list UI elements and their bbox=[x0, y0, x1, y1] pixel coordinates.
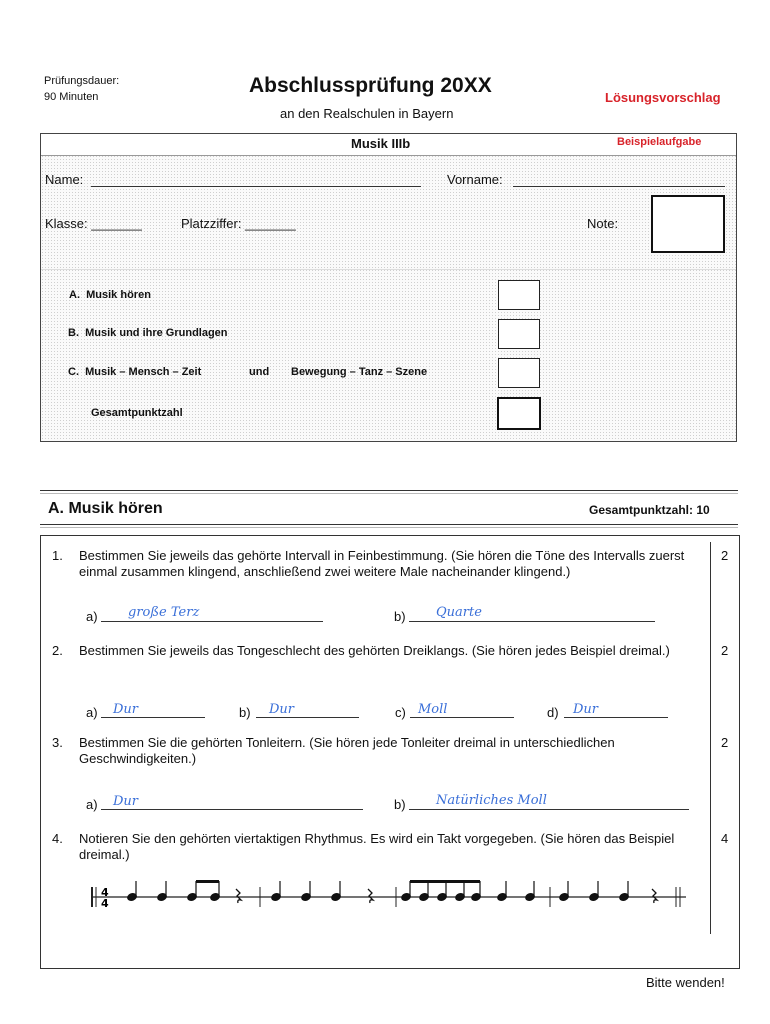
page-title: Abschlussprüfung 20XX bbox=[249, 74, 492, 97]
section-a-title: A. Musik hören bbox=[48, 500, 163, 517]
q2-a-line bbox=[101, 717, 205, 718]
q2-c-answer: Moll bbox=[418, 702, 448, 717]
duration-value: 90 Minuten bbox=[44, 91, 99, 103]
q1-a-line bbox=[101, 621, 323, 622]
question-2-points: 2 bbox=[721, 643, 729, 658]
question-4-number: 4. bbox=[52, 831, 63, 846]
rhythm-notation bbox=[80, 870, 690, 920]
total-points-box[interactable] bbox=[497, 397, 541, 430]
q2-d-letter: d) bbox=[547, 705, 559, 720]
section-c-points-box[interactable] bbox=[498, 358, 540, 388]
question-4-points: 4 bbox=[721, 831, 729, 846]
q2-b-line bbox=[256, 717, 359, 718]
q2-b-letter: b) bbox=[239, 705, 251, 720]
sample-label: Beispielaufgabe bbox=[617, 136, 702, 148]
q2-a-letter: a) bbox=[86, 705, 98, 720]
firstname-label: Vorname: bbox=[447, 172, 503, 187]
question-1-points: 2 bbox=[721, 548, 729, 563]
footer-note: Bitte wenden! bbox=[646, 975, 725, 990]
bar-3 bbox=[401, 880, 536, 902]
firstname-field[interactable] bbox=[513, 186, 725, 187]
section-a-bottom-rule bbox=[40, 524, 738, 525]
q2-c-letter: c) bbox=[395, 705, 406, 720]
section-a-top-rule bbox=[40, 490, 738, 491]
time-signature-bottom: 4 bbox=[101, 897, 109, 910]
question-3-points: 2 bbox=[721, 735, 729, 750]
section-b-points-box[interactable] bbox=[498, 319, 540, 349]
duration-label: Prüfungsdauer: bbox=[44, 75, 120, 87]
section-c-extra: Bewegung – Tanz – Szene bbox=[291, 366, 428, 378]
question-2-number: 2. bbox=[52, 643, 63, 658]
q1-a-answer: große Terz bbox=[128, 605, 200, 620]
page-subtitle: an den Realschulen in Bayern bbox=[280, 106, 454, 121]
cover-form bbox=[40, 133, 737, 442]
bar-2 bbox=[271, 881, 373, 903]
form-divider bbox=[41, 269, 736, 270]
section-a-bottom-rule-2 bbox=[40, 527, 738, 528]
question-4-text: Notieren Sie den gehörten viertaktigen Rhythmus. Es wird ein Takt vorgegeben. (Sie hören das Beispiel dreimal.) bbox=[79, 831, 675, 862]
q2-d-line bbox=[564, 717, 668, 718]
section-a-points-box[interactable] bbox=[498, 280, 540, 310]
q2-c-line bbox=[410, 717, 514, 718]
subject-label: Musik IIIb bbox=[351, 136, 411, 151]
q3-b-answer: Natürliches Moll bbox=[436, 793, 547, 808]
q3-a-line bbox=[101, 809, 363, 810]
seat-label: Platzziffer: _______ bbox=[181, 216, 296, 231]
q3-a-letter: a) bbox=[86, 797, 98, 812]
section-b-label: B. Musik und ihre Grundlagen bbox=[68, 327, 228, 339]
name-field[interactable] bbox=[91, 186, 421, 187]
points-column-rule bbox=[710, 542, 711, 934]
question-2-text: Bestimmen Sie jeweils das Tongeschlecht des gehörten Dreiklangs. (Sie hören jedes Beispiel dreimal.) bbox=[79, 643, 670, 658]
question-3-number: 3. bbox=[52, 735, 63, 750]
question-1-text: Bestimmen Sie jeweils das gehörte Intervall in Feinbestimmung. (Sie hören die Töne des Intervalls zuerst einmal zusammen klingend, anschließend zwei weitere Male nacheinander klingend.) bbox=[79, 548, 685, 579]
bar-4 bbox=[559, 881, 657, 903]
q1-b-letter: b) bbox=[394, 609, 406, 624]
q3-b-letter: b) bbox=[394, 797, 406, 812]
q1-a-letter: a) bbox=[86, 609, 98, 624]
question-1-number: 1. bbox=[52, 548, 63, 563]
section-a-total: Gesamtpunktzahl: 10 bbox=[589, 503, 710, 517]
class-label: Klasse: _______ bbox=[45, 216, 142, 231]
q3-a-answer: Dur bbox=[113, 794, 139, 809]
section-a-label: A. Musik hören bbox=[69, 289, 151, 301]
grade-label: Note: bbox=[587, 216, 619, 231]
q1-b-answer: Quarte bbox=[436, 605, 482, 620]
total-label: Gesamtpunktzahl bbox=[91, 407, 183, 419]
time-signature-top: 4 bbox=[101, 886, 109, 899]
q1-b-line bbox=[409, 621, 655, 622]
grade-box[interactable] bbox=[651, 195, 725, 253]
solution-label: Lösungsvorschlag bbox=[605, 90, 721, 105]
bar-1 bbox=[127, 880, 241, 903]
q2-b-answer: Dur bbox=[269, 702, 295, 717]
question-3-text: Bestimmen Sie die gehörten Tonleitern. (Sie hören jede Tonleiter dreimal in unterschiedlichen Geschwindigkeiten.) bbox=[79, 735, 615, 766]
section-c-label: C. Musik – Mensch – Zeit bbox=[68, 366, 202, 378]
q2-a-answer: Dur bbox=[113, 702, 139, 717]
q2-d-answer: Dur bbox=[573, 702, 599, 717]
name-label: Name: bbox=[45, 172, 84, 187]
section-a-top-rule-2 bbox=[40, 493, 738, 494]
q3-b-line bbox=[409, 809, 689, 810]
section-c-and: und bbox=[249, 366, 270, 378]
